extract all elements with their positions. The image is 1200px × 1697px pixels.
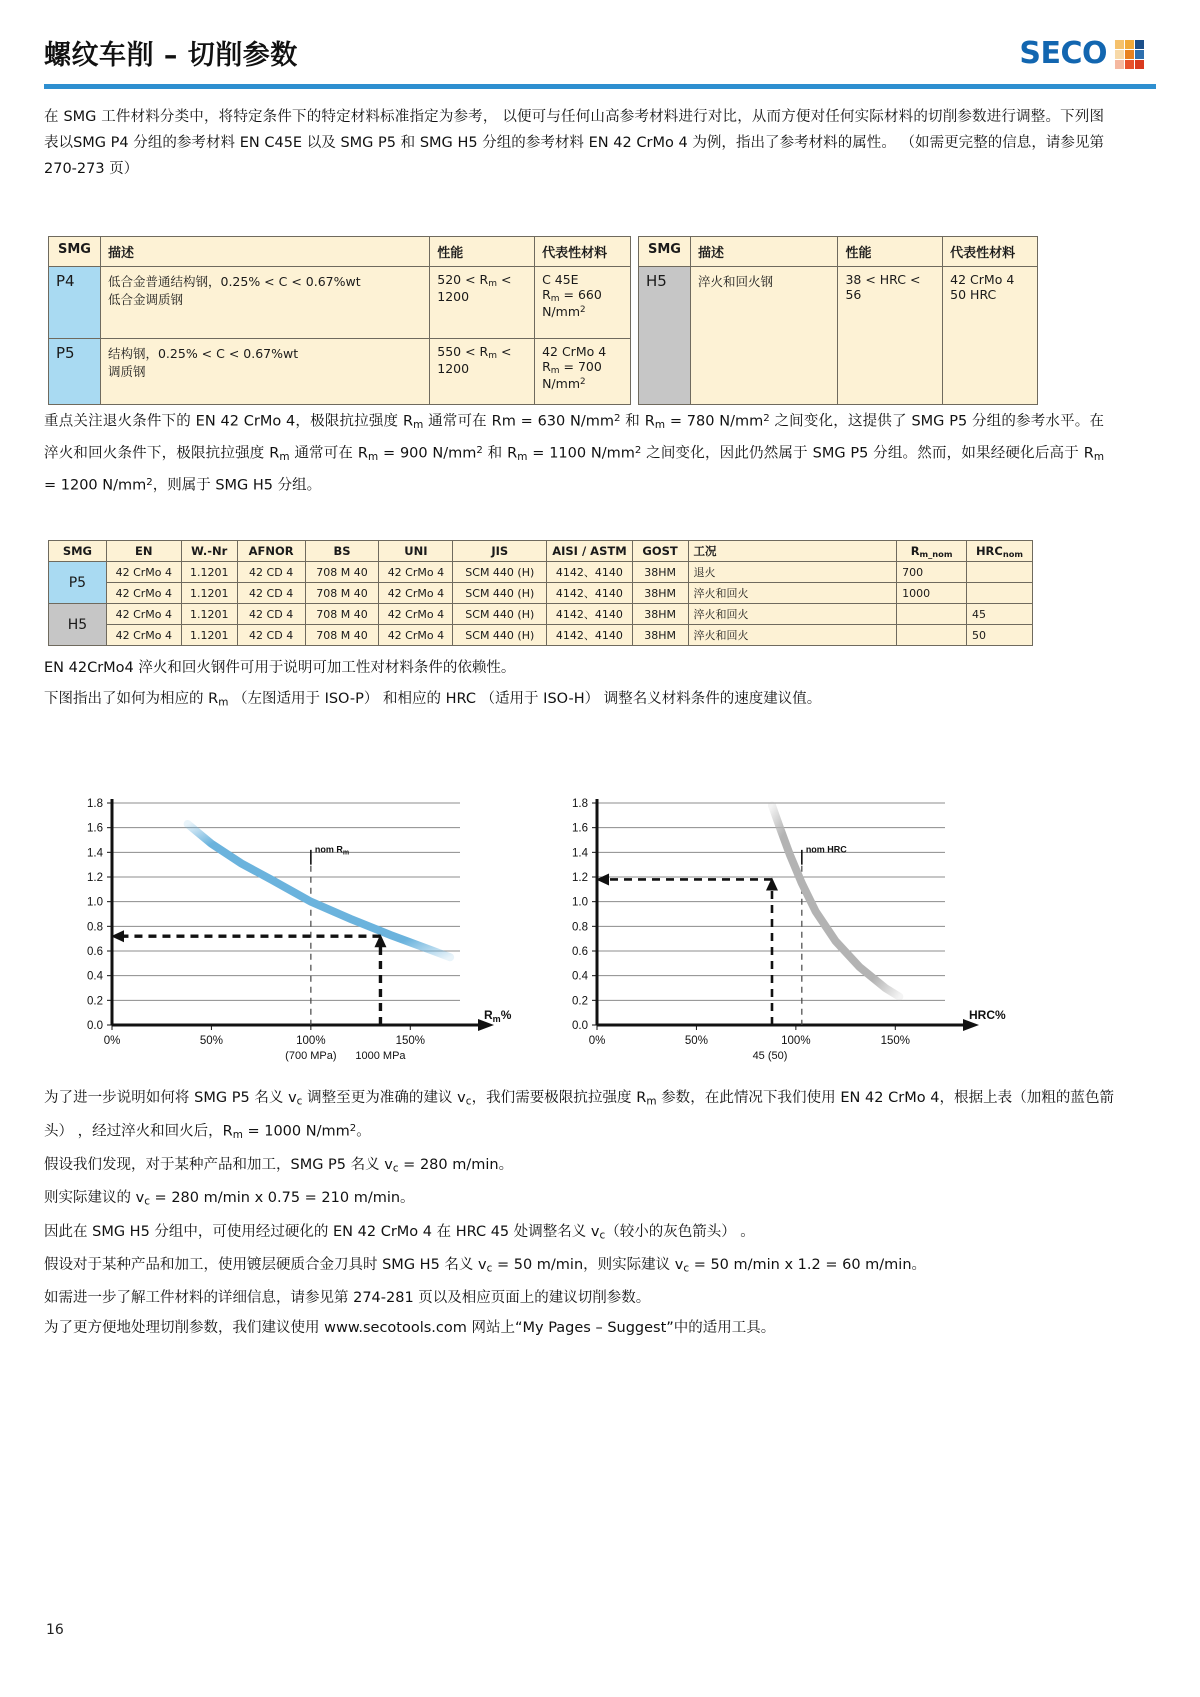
mat-suffix: = 660 N/mm	[542, 287, 602, 319]
perf-sub: m	[488, 350, 497, 361]
bottom-line-0: 为了进一步说明如何将 SMG P5 名义 $v_c$ 调整至更为准确的建议 $v_c$，我们需要极限抗拉强度 $R_m$ 参数，在此情况下我们使用 EN 42 CrMo 4，根据上表（加粗的蓝色箭头） ，经过淬火和回火后，$R_m = 1000$ $N/mm^2$。	[44, 1090, 1115, 1142]
cell-rm-nom: 1000	[897, 583, 967, 604]
logo-swatch-4	[1125, 50, 1134, 59]
bottom-line-6: 为了更方便地处理切削参数，我们建议使用 www.secotools.com 网站上“My Pages – Suggest”中的适用工具。	[44, 1320, 776, 1337]
col-header-smg: SMG	[49, 237, 101, 267]
std-col-header-8: GOST	[632, 541, 688, 562]
logo-swatch-7	[1125, 60, 1134, 69]
cell-jis: SCM 440 (H)	[453, 625, 547, 646]
cell-en: 42 CrMo 4	[106, 583, 181, 604]
table-header-row	[639, 237, 1038, 267]
data-curve	[772, 806, 899, 997]
ytick-label: 1.0	[87, 896, 103, 909]
ytick-label: 1.6	[87, 822, 103, 835]
chart-rm-correction	[60, 785, 512, 1075]
table-row	[49, 604, 1033, 625]
cell-material-h5	[943, 267, 1038, 405]
cell-smg-h5: H5	[49, 604, 107, 646]
cell-uni: 42 CrMo 4	[379, 625, 453, 646]
cell-condition: 淬火和回火	[688, 583, 897, 604]
col-header-material: 代表性材料	[943, 237, 1038, 267]
ytick-label: 0.6	[87, 946, 103, 958]
page-number: 16	[46, 1622, 64, 1638]
material-line-1: 42 CrMo 4	[542, 344, 607, 359]
cell-jis: SCM 440 (H)	[453, 562, 547, 583]
cell-smg-p4: P4	[49, 267, 101, 339]
cell-afnor: 42 CD 4	[237, 604, 305, 625]
std-col-header-10: $R_{m\_nom}$	[897, 541, 967, 562]
cell-rm-nom	[897, 604, 967, 625]
std-col-header-5: UNI	[379, 541, 453, 562]
cell-bs: 708 M 40	[305, 604, 379, 625]
ytick-label: 1.4	[572, 847, 588, 860]
ytick-label: 0.8	[87, 921, 103, 934]
chart-hrc-correction	[545, 785, 1006, 1075]
ytick-label: 0.6	[572, 946, 588, 958]
std-col-header-7: AISI / ASTM	[547, 541, 632, 562]
std-col-header-0: SMG	[49, 541, 107, 562]
col-header-perf: 性能	[430, 237, 535, 267]
cell-condition: 淬火和回火	[688, 604, 897, 625]
seco-logo	[1019, 35, 1144, 71]
logo-swatch-1	[1125, 40, 1134, 49]
desc-line-1: 低合金普通结构钢，0.25% < C < 0.67%wt	[107, 274, 361, 289]
cell-wnr: 1.1201	[181, 583, 237, 604]
cell-aisi: 4142、4140	[547, 604, 632, 625]
nom-label: nom $R_m$	[314, 844, 350, 857]
intro-paragraph: 在 SMG 工件材料分类中，将特定条件下的特定材料标准指定为参考， 以便可与任何山高参考材料进行对比，从而方便对任何实际材料的切削参数进行调整。下列图表以SMG P4 分组的参考材料 EN C45E 以及 SMG P5 和 SMG H5 分组的参考材料 EN 42 CrMo 4 为例，指出了参考材料的属性。 （如需更完整的信息，请参见第 270-273 页）	[44, 109, 1104, 177]
cell-bs: 708 M 40	[305, 562, 379, 583]
cell-material-p4	[535, 267, 631, 339]
paragraph-3: EN 42CrMo4 淬火和回火钢件可用于说明可加工性对材料条件的依赖性。	[44, 660, 516, 676]
table-row	[49, 339, 631, 405]
std-col-header-2: W.-Nr	[181, 541, 237, 562]
mat-sup: 2	[580, 305, 586, 316]
cell-smg-p5: P5	[49, 339, 101, 405]
nom-label: nom HRC	[805, 844, 847, 855]
xtick-label: 100%	[296, 1035, 326, 1047]
cell-perf-h5: 38 < HRC < 56	[838, 267, 943, 405]
xtick-label: 100%	[781, 1035, 811, 1047]
cell-jis: SCM 440 (H)	[453, 604, 547, 625]
material-line-1: 42 CrMo 4	[950, 272, 1015, 287]
cell-uni: 42 CrMo 4	[379, 562, 453, 583]
logo-swatch-0	[1115, 40, 1124, 49]
x-sublabel: 1000 MPa	[355, 1050, 406, 1062]
xtick-label: 150%	[880, 1035, 910, 1047]
bottom-text-block	[44, 1085, 1114, 1345]
cell-uni: 42 CrMo 4	[379, 604, 453, 625]
std-col-header-6: JIS	[453, 541, 547, 562]
perf-sub: m	[488, 278, 497, 289]
logo-swatch-2	[1135, 40, 1144, 49]
material-line-2: 50 HRC	[950, 287, 997, 302]
cell-desc-p5	[100, 339, 429, 405]
cell-smg-p5: P5	[49, 562, 107, 604]
xtick-label: 0%	[588, 1035, 606, 1047]
cell-gost: 38HM	[632, 625, 688, 646]
ytick-label: 1.0	[572, 896, 588, 909]
col-header-perf: 性能	[838, 237, 943, 267]
cell-wnr: 1.1201	[181, 625, 237, 646]
mat-sub: m	[550, 365, 560, 376]
std-col-header-11: $HRC_{nom}$	[967, 541, 1033, 562]
table-row	[49, 625, 1033, 646]
cell-gost: 38HM	[632, 604, 688, 625]
table-header-row	[49, 541, 1033, 562]
bottom-line-3: 因此在 SMG H5 分组中，可使用经过硬化的 EN 42 CrMo 4 在 HRC 45 处调整名义 $v_c$（较小的灰色箭头） 。	[44, 1223, 755, 1241]
mat-prefix: R	[542, 359, 551, 374]
ytick-label: 1.8	[572, 798, 588, 810]
cell-afnor: 42 CD 4	[237, 625, 305, 646]
cell-hrc-nom	[967, 562, 1033, 583]
page-title: 螺纹车削 – 切削参数	[44, 40, 298, 71]
ytick-label: 0.0	[87, 1020, 103, 1032]
ytick-label: 0.4	[87, 970, 103, 983]
mid-paragraph: 重点关注退火条件下的 EN 42 CrMo 4，极限抗拉强度 $R_m$ 通常可在 Rm = 630 $N/mm^2$ 和 $R_m = 780$ $N/mm^2$ 之间变化，这提供了 SMG P5 分组的参考水平。在淬火和回火条件下，极限抗拉强度 $R_m$ 通常可在 $R_m = 900$ $N/mm^2$ 和 $R_m = 1100$ $N/mm^2$ 之间变化，因此仍然属于 SMG P5 分组。然而，如果经硬化后高于 $R_m = 1200$ $N/mm^2$，则属于 SMG H5 分组。	[44, 413, 1104, 494]
ytick-label: 0.8	[572, 921, 588, 934]
cell-en: 42 CrMo 4	[106, 604, 181, 625]
col-header-desc: 描述	[100, 237, 429, 267]
cell-jis: SCM 440 (H)	[453, 583, 547, 604]
logo-swatch-3	[1115, 50, 1124, 59]
x-sublabel: 45 (50)	[752, 1050, 788, 1062]
cell-desc-h5: 淬火和回火钢	[690, 267, 837, 405]
cell-hrc-nom	[967, 583, 1033, 604]
desc-line-1: 结构钢，0.25% < C < 0.67%wt	[107, 346, 299, 361]
paragraph-4: 下图指出了如何为相应的 $R_m$ （左图适用于 ISO-P） 和相应的 HRC （适用于 ISO-H） 调整名义材料条件的速度建议值。	[44, 691, 822, 709]
table-row	[49, 267, 631, 339]
std-col-header-3: AFNOR	[237, 541, 305, 562]
cell-hrc-nom: 45	[967, 604, 1033, 625]
ytick-label: 1.2	[87, 872, 103, 884]
smg-h-table	[638, 236, 1038, 405]
logo-swatch-6	[1115, 60, 1124, 69]
cell-bs: 708 M 40	[305, 583, 379, 604]
ytick-label: 0.2	[87, 995, 103, 1008]
material-line-2	[542, 359, 623, 391]
header-rule	[44, 84, 1156, 89]
desc-line-2: 调质钢	[107, 364, 146, 379]
cell-wnr: 1.1201	[181, 604, 237, 625]
cell-afnor: 42 CD 4	[237, 562, 305, 583]
x-axis-title: HRC%	[969, 1008, 1006, 1022]
cell-afnor: 42 CD 4	[237, 583, 305, 604]
material-line-2	[542, 287, 623, 319]
ytick-label: 0.0	[572, 1020, 588, 1032]
xtick-label: 0%	[103, 1035, 121, 1047]
mat-sub: m	[550, 293, 560, 304]
mat-sup: 2	[580, 377, 586, 388]
xtick-label: 50%	[684, 1035, 708, 1047]
cell-gost: 38HM	[632, 562, 688, 583]
cell-gost: 38HM	[632, 583, 688, 604]
cell-bs: 708 M 40	[305, 625, 379, 646]
cell-perf-p5	[430, 339, 535, 405]
std-col-header-1: EN	[106, 541, 181, 562]
cell-desc-p4	[100, 267, 429, 339]
seco-logo-text: SECO	[1019, 35, 1107, 71]
material-line-1: C 45E	[542, 272, 579, 287]
ytick-label: 0.2	[572, 995, 588, 1008]
std-col-header-9: 工况	[688, 541, 897, 562]
cell-uni: 42 CrMo 4	[379, 583, 453, 604]
mat-prefix: R	[542, 287, 551, 302]
ytick-label: 1.8	[87, 798, 103, 810]
cell-hrc-nom: 50	[967, 625, 1033, 646]
x-sublabel: (700 MPa)	[285, 1050, 337, 1062]
perf-prefix: 550 < R	[437, 344, 489, 359]
cell-wnr: 1.1201	[181, 562, 237, 583]
ytick-label: 1.2	[572, 872, 588, 884]
col-header-smg: SMG	[639, 237, 691, 267]
material-standards-table	[48, 540, 1033, 646]
cell-aisi: 4142、4140	[547, 625, 632, 646]
logo-swatch-8	[1135, 60, 1144, 69]
xtick-label: 150%	[395, 1035, 425, 1047]
ytick-label: 1.4	[87, 847, 103, 860]
col-header-desc: 描述	[690, 237, 837, 267]
perf-suffix: < 1200	[437, 272, 512, 304]
seco-logo-color-grid-icon	[1115, 40, 1144, 69]
cell-rm-nom: 700	[897, 562, 967, 583]
cell-en: 42 CrMo 4	[106, 562, 181, 583]
cell-condition: 淬火和回火	[688, 625, 897, 646]
table-row	[639, 267, 1038, 405]
xtick-label: 50%	[199, 1035, 223, 1047]
table-row	[49, 562, 1033, 583]
cell-en: 42 CrMo 4	[106, 625, 181, 646]
table-header-row	[49, 237, 631, 267]
cell-rm-nom	[897, 625, 967, 646]
table-row	[49, 583, 1033, 604]
cell-material-p5	[535, 339, 631, 405]
x-axis-title: $R_m\%$	[484, 1008, 512, 1024]
col-header-material: 代表性材料	[535, 237, 631, 267]
bottom-line-4: 假设对于某种产品和加工，使用镀层硬质合金刀具时 SMG H5 名义 $v_c = 50$ m/min，则实际建议 $v_c = 50$ m/min x 1.2 = 60 m/min。	[44, 1256, 927, 1275]
desc-line-2: 低合金调质钢	[107, 292, 183, 307]
ytick-label: 1.6	[572, 822, 588, 835]
bottom-line-1: 假设我们发现，对于某种产品和加工，SMG P5 名义 $v_c = 280$ m/min。	[44, 1157, 514, 1175]
smg-p-table	[48, 236, 631, 405]
bottom-line-5: 如需进一步了解工件材料的详细信息，请参见第 274-281 页以及相应页面上的建议切削参数。	[44, 1290, 651, 1307]
std-col-header-4: BS	[305, 541, 379, 562]
cell-perf-p4	[430, 267, 535, 339]
cell-smg-h5: H5	[639, 267, 691, 405]
ytick-label: 0.4	[572, 970, 588, 983]
logo-swatch-5	[1135, 50, 1144, 59]
cell-aisi: 4142、4140	[547, 562, 632, 583]
cell-aisi: 4142、4140	[547, 583, 632, 604]
bottom-line-2: 则实际建议的 $v_c = 280$ m/min x 0.75 = 210 m/min。	[44, 1190, 415, 1208]
perf-prefix: 520 < R	[437, 272, 489, 287]
cell-condition: 退火	[688, 562, 897, 583]
perf-suffix: < 1200	[437, 344, 512, 376]
mat-suffix: = 700 N/mm	[542, 359, 602, 391]
